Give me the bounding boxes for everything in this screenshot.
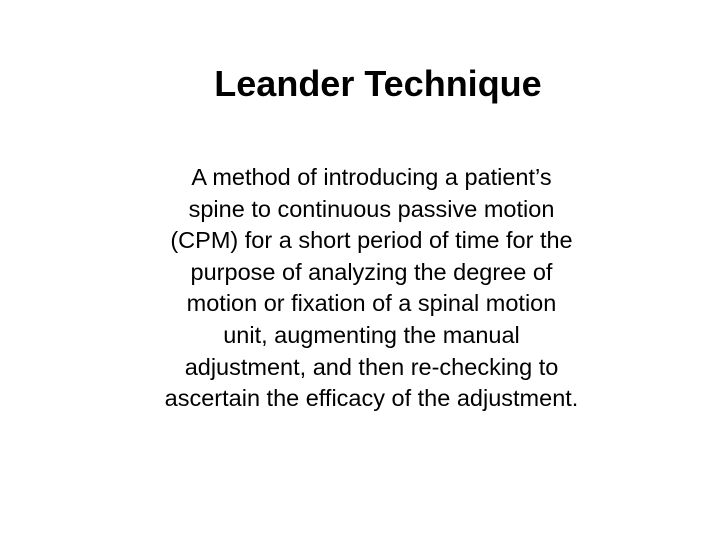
body-line: ascertain the efficacy of the adjustment.	[164, 385, 579, 412]
body-line: unit, augmenting the manual	[223, 321, 520, 348]
body-line: A method of introducing a patient’s	[191, 164, 552, 190]
body-line: adjustment, and then re-checking to	[184, 353, 559, 380]
body-line: (CPM) for a short period of time for the	[170, 227, 573, 254]
body-line: purpose of analyzing the degree of	[190, 258, 553, 285]
body-line: motion or fixation of a spinal motion	[186, 290, 557, 317]
slide-body-text	[110, 162, 633, 415]
body-line: spine to continuous passive motion	[188, 195, 555, 222]
slide-title: Leander Technique	[214, 63, 542, 104]
